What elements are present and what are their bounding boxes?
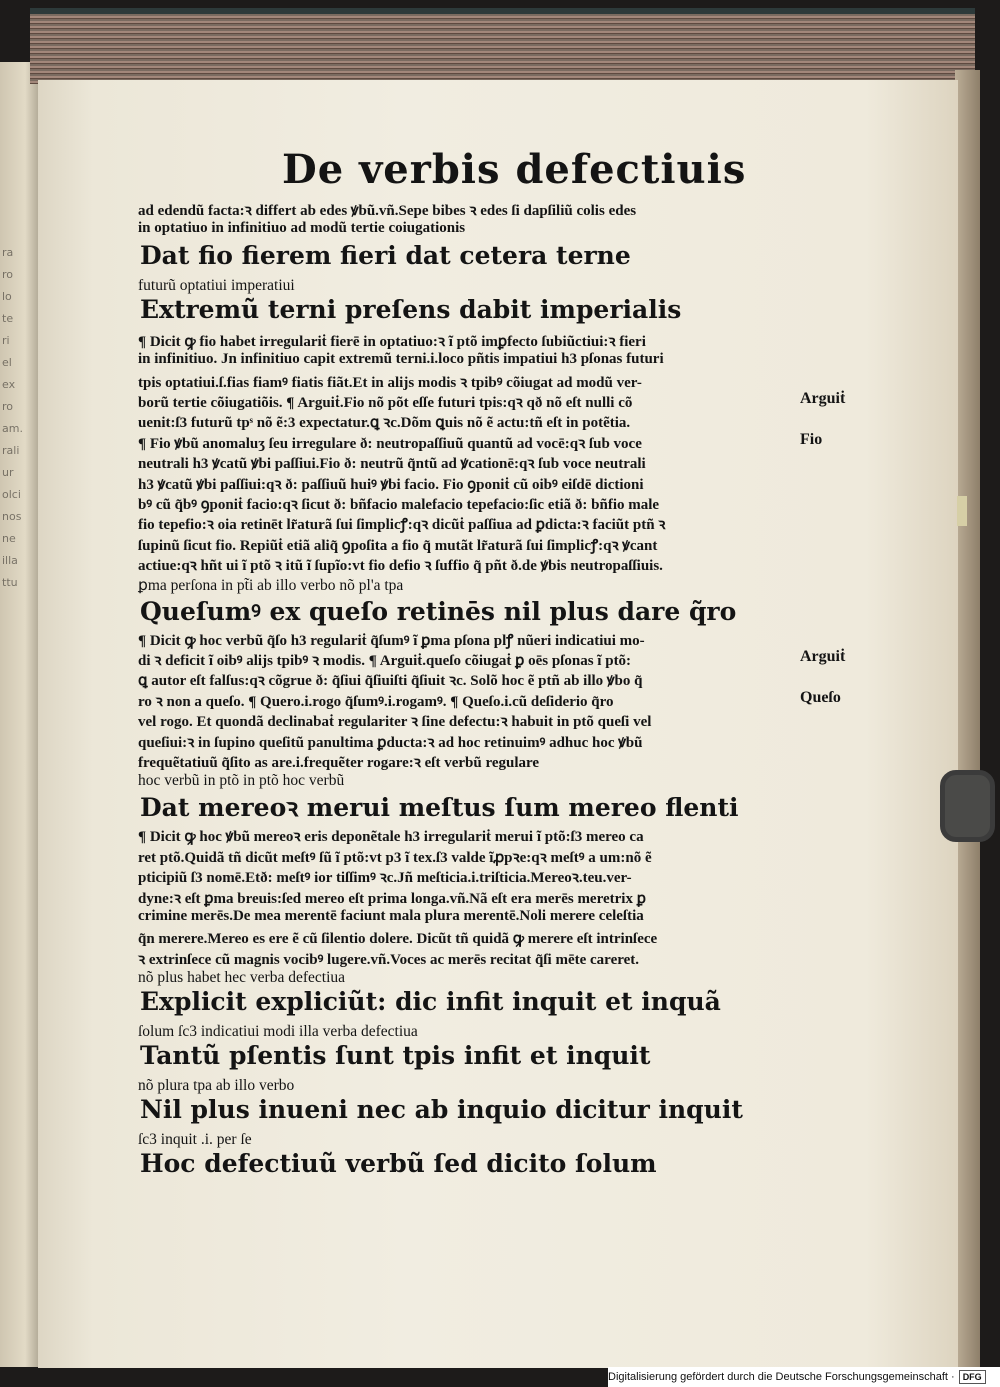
commentary-line: di ꝛ deficit ĩ oibꝰ alijs tpibꝰ ꝛ modis. ¶ Arguiṫ.queſo cõiugaṫ ꝑ oēs pſonas ĩ ptõ: [138,653,632,669]
commentary-line: vel rogo. Et quondã declinabaṫ regulariter ꝛ ſine defectu:ꝛ habuit in ptõ queſi vel [138,714,652,731]
left-page-fragment: am. [2,422,23,435]
commentary-line: borũ tertie cõiugatiõis. ¶ Arguiṫ.Fio nõ põt eſſe futuri tpis:qꝛ qð nõ eſt nulli cõ [138,395,633,411]
commentary-line: ¶ Dicit ꝙ fio habet irregulariṫ fierē in optatiuo:ꝛ ĩ ptõ imꝑfecto ſubiũctiui:ꝛ fieri [138,333,646,350]
page-title: De verbis defectiuis [282,146,747,193]
left-page-text-fragments [2,242,30,594]
commentary-line: queſiui:ꝛ in ſupino queſitũ panultima ꝑducta:ꝛ ad hoc retinuimꝰ adhuc hoc ꝟbũ [138,734,643,751]
verse-line: Extremũ terni preſens dabit imperialis [140,294,682,324]
verse-line: Dat fio fierem fieri dat cetera terne [140,240,631,270]
commentary-line: ꝗ autor eſt falſus:qꝛ cõgrue ð: q̃ſiui q̃ſiuiſti q̃ſiuit ꝛc. Solõ hoc ẽ ptñ ab illo ꝟbo q̃ [138,673,643,690]
margin-note: Queſo [800,688,841,706]
commentary-line: ad edendũ facta:ꝛ differt ab edes ꝟbũ.vñ.Sepe bibes ꝛ edes ſi dapſiliũ colis edes [138,203,637,219]
verse-line: Tantũ pſentis ſunt tpis infit et inquit [140,1041,651,1071]
book-top-edge [30,8,975,84]
gloss-line: ſolum ſc3 indicatiui modi illa verba defectiua [138,1023,418,1041]
commentary-line: crimine merēs.De mea merentē faciunt mala plura merentē.Noli merere celeſtia [138,908,644,924]
verse-line: Explicit expliciũt: dic infit inquit et inquã [140,987,721,1017]
left-page-fragment: illa [2,554,18,567]
left-page-fragment: el [2,356,12,369]
left-page-fragment: ra [2,246,14,259]
gloss-line: nõ plura tpa ab illo verbo [138,1077,295,1095]
commentary-line: bꝰ cũ q̃bꝰ ꝯponiṫ facio:qꝛ ſicut ð: bñfacio malefacio tepefacio:ſic etiã ð: bñfio male [138,497,660,513]
margin-note: Arguiṫ [800,390,846,407]
left-page-fragment: lo [2,290,12,303]
verse-line: Hoc defectiuũ verbũ ſed dicito ſolum [140,1149,657,1179]
gloss-line: ꝑma perſona in pt̃i ab illo verbo nõ pl'a tpa [138,576,404,594]
left-page-fragment: ur [2,466,14,479]
commentary-line: uenit:ſ3 futurũ tpˢ nõ ẽ:3 expectatur.ꝗ ꝛc.Dõm ꝗuis nõ ẽ actu:tñ eſt in potẽtia. [138,415,631,432]
gloss-line: hoc verbũ in ptõ in ptõ hoc verbũ [138,772,345,790]
verse-line: Nil plus inueni nec ab inquio dicitur inquit [140,1095,743,1125]
dfg-logo: DFG [959,1370,986,1384]
commentary-line: ¶ Fio ꝟbũ anomaluʒ ſeu irregulare ð: neutropaſſiuũ quantũ ad vocē:qꝛ ſub voce [138,435,642,452]
left-page-edge [0,62,42,1367]
verse-line: Dat mereoꝛ merui meſtus ſum mereo flenti [140,793,739,823]
commentary-line: dyne:ꝛ eſt ꝑma breuis:ſed mereo eſt prima longa.vñ.Nã eſt era merēs meretrix ꝑ [138,890,646,907]
left-page-fragment: ri [2,334,10,347]
left-page-fragment: ttu [2,576,18,589]
left-page-fragment: nos [2,510,22,523]
commentary-line: tpis optatiui.ſ.fias fiamꝰ fiatis fiãt.Et in alijs modis ꝛ tpibꝰ cõiugat ad modũ ver- [138,374,642,391]
commentary-line: ro ꝛ non a queſo. ¶ Quero.i.rogo q̃ſumꝰ.i.rogamꝰ. ¶ Queſo.i.cũ deſiderio q̃ro [138,693,614,710]
left-page-fragment: olci [2,488,21,501]
footer-text: Digitalisierung gefördert durch die Deutsche Forschungsgemeinschaft · [608,1371,955,1383]
left-page-fragment: rali [2,444,20,457]
commentary-line: in infinitiuo. Jn infinitiuo capit extremũ terni.i.loco pñtis impatiui h3 pſonas futuri [138,351,664,368]
left-page-fragment: ne [2,532,16,545]
gloss-line: ſc3 inquit .i. per ſe [138,1131,252,1149]
commentary-line: q̃n merere.Mereo es ere ẽ cũ ſilentio dolere. Dicũt tñ quidã ꝙ merere eſt intrinſece [138,931,658,948]
bleed-through-text [790,1000,860,1110]
commentary-line: neutrali h3 ꝟcatũ ꝟbi paſſiui.Fio ð: neutrũ q̃ntũ ad ꝟcationē:qꝛ ſub voce neutrali [138,456,646,473]
footer-credit [608,1367,1000,1387]
commentary-line: ret ptõ.Quidã tñ dicũt meſtꝰ ſũ ĩ ptõ:vt p3 ĩ tex.ſ3 valde ĩꝓpꝛe:qꝛ meſtꝰ a um:nõ ẽ [138,849,652,866]
book-clasp [940,770,995,842]
commentary-line: ¶ Dicit ꝙ hoc ꝟbũ mereoꝛ eris deponẽtale h3 irregulariṫ merui ĩ ptõ:ſ3 mereo ca [138,829,644,846]
commentary-line: in optatiuo in infinitiuo ad modũ tertie coiugationis [138,220,466,237]
verse-line: Queſumꝰ ex queſo retinēs nil plus dare q̃ro [140,596,737,626]
commentary-line: ¶ Dicit ꝙ hoc verbũ q̃ſo h3 regulariṫ q̃ſumꝰ ĩ ꝑma pſona plꝭ nũeri indicatiui mo- [138,632,645,649]
commentary-line: actiue:qꝛ hñt ui ĩ ptõ ꝛ itũ ĩ ſupĩo:vt fio defio ꝛ ſuffio q̃ pñt ð.de ꝟbis neutropaſſiuis. [138,558,663,575]
gloss-line: futurũ optatiui imperatiui [138,276,295,294]
left-page-fragment: ro [2,400,14,413]
left-page-fragment: ro [2,268,14,281]
commentary-line: ꝛ extrinſece cũ magnis vocibꝰ lugere.vñ.Voces ac merēs recitat q̃ſi mēte careret. [138,951,640,968]
commentary-line: pticipiũ ſ3 nomē.Etð: meſtꝰ ior tiſſimꝰ ꝛc.Jñ meſticia.i.triſticia.Mereoꝛ.teu.ver- [138,870,632,887]
left-page-fragment: te [2,312,14,325]
commentary-line: ſupinũ ſicut fio. Repiũṫ etiã aliq̃ ꝯpoſita a fio q̃ mutãt lr̃aturã ſui ſimplicꝭ:qꝛ ꝟcant [138,537,658,554]
commentary-line: fio tepefio:ꝛ oia retinēt lr̃aturã ſui ſimplicꝭ:qꝛ dicũṫ paſſiua ad ꝑdicta:ꝛ faciũt ptñ ꝛ [138,517,666,534]
margin-note: Arguiṫ [800,648,846,665]
book-right-edge [955,70,980,1368]
left-page-fragment: ex [2,378,16,391]
commentary-line: frequẽtatiuũ q̃ſito as are.i.frequẽter rogare:ꝛ eſt verbũ regulare [138,755,540,771]
gloss-line: nõ plus habet hec verba defectiua [138,969,346,987]
commentary-line: h3 ꝟcatũ ꝟbi paſſiui:qꝛ ð: paſſiuũ huiꝰ ꝟbi facio. Fio ꝯponiṫ cũ oibꝰ eiſdē dictioni [138,476,644,493]
margin-note: Fio [800,430,823,448]
page-tab-marker [957,496,967,526]
